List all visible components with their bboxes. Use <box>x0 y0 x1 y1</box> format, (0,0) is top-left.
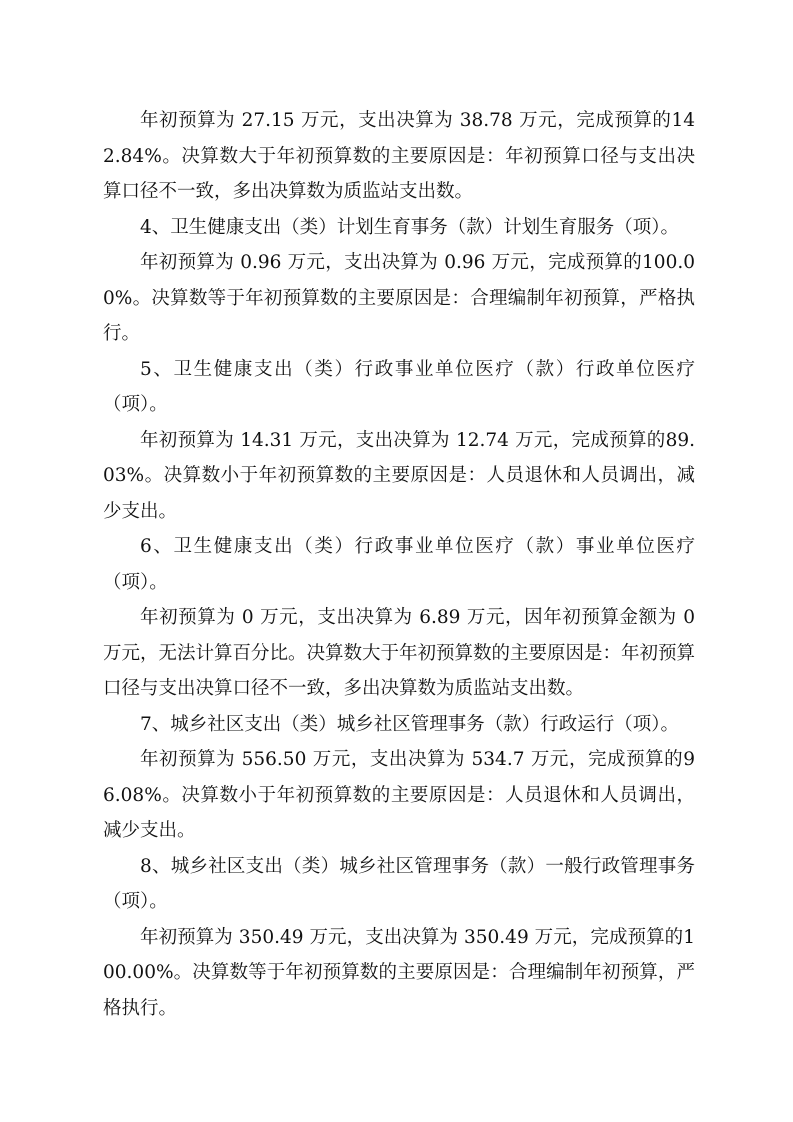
paragraph-item-8-detail: 年初预算为 350.49 万元，支出决算为 350.49 万元，完成预算的100.00%。决算数等于年初预算数的主要原因是：合理编制年初预算，严格执行。 <box>103 926 695 1019</box>
paragraph-item-4-heading: 4、卫生健康支出（类）计划生育事务（款）计划生育服务（项）。 <box>140 216 680 238</box>
paragraph-item-4-detail: 年初预算为 0.96 万元，支出决算为 0.96 万元，完成预算的100.00%。决算数等于年初预算数的主要原因是：合理编制年初预算，严格执行。 <box>103 252 695 344</box>
paragraph-item-6-heading: 6、卫生健康支出（类）行政事业单位医疗（款）事业单位医疗（项）。 <box>103 536 695 593</box>
paragraph-item-7-detail: 年初预算为 556.50 万元，支出决算为 534.7 万元，完成预算的96.08%。决算数小于年初预算数的主要原因是：人员退休和人员调出，减少支出。 <box>103 749 695 841</box>
paragraph-item-6-detail: 年初预算为 0 万元，支出决算为 6.89 万元，因年初预算金额为 0 万元，无法计算百分比。决算数大于年初预算数的主要原因是：年初预算口径与支出决算口径不一致，多出决算数为质监站支出数。 <box>103 607 696 699</box>
paragraph-item-8-heading: 8、城乡社区支出（类）城乡社区管理事务（款）一般行政管理事务（项）。 <box>103 855 695 912</box>
document-body <box>103 103 695 1026</box>
paragraph-item-7-heading: 7、城乡社区支出（类）城乡社区管理事务（款）行政运行（项）。 <box>140 713 680 735</box>
paragraph-item-5-heading: 5、卫生健康支出（类）行政事业单位医疗（款）行政单位医疗（项）。 <box>103 358 695 415</box>
paragraph-item-5-detail: 年初预算为 14.31 万元，支出决算为 12.74 万元，完成预算的89.03%。决算数小于年初预算数的主要原因是：人员退休和人员调出，减少支出。 <box>103 429 695 522</box>
paragraph-budget-item-3-detail: 年初预算为 27.15 万元，支出决算为 38.78 万元，完成预算的142.84%。决算数大于年初预算数的主要原因是：年初预算口径与支出决算口径不一致，多出决算数为质监站支出数。 <box>103 110 695 202</box>
